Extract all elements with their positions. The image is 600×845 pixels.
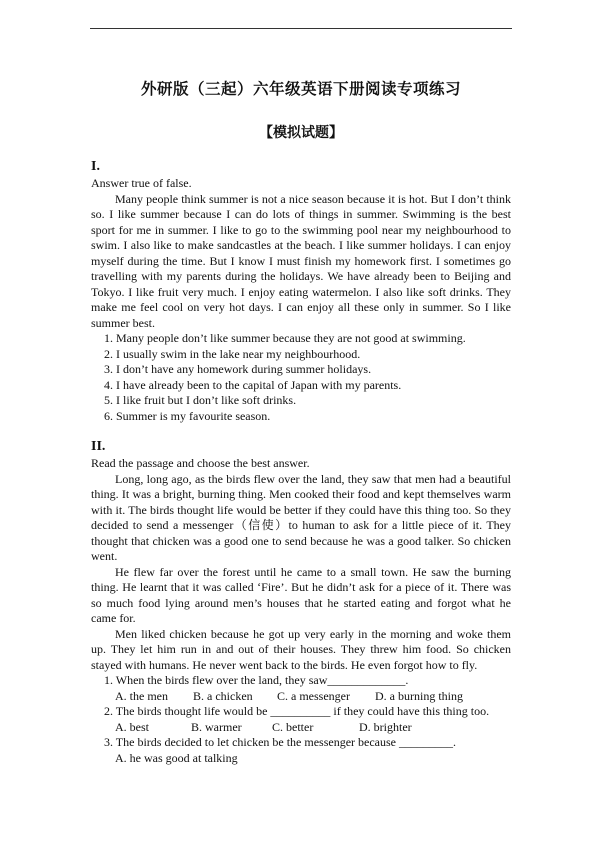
question-stem: 1. When the birds flew over the land, they saw_____________. xyxy=(104,673,409,687)
section-one-passage: Many people think summer is not a nice season because it is hot. But I don’t think so. I like summer because I can do lots of things in summer. Swimming is the best sport for me in summer. I like to go to the swimming pool near my neighbourhood to swim. I also like to make sandcastles at the beach. I like summer holidays. I can enjoy myself during the time. But I know I must finish my homework first. I sometimes go travelling with my parents during the holidays. We have already been to Beijing and Tokyo. I like fruit very much. I enjoy eating watermelon. I also like soft drinks. They make me feel cool on very hot days. I can enjoy all these only in summer. So I like summer best. xyxy=(91,191,511,330)
option-b: B. a chicken xyxy=(193,688,253,703)
option-c: C. a messenger xyxy=(277,688,350,703)
section-one-heading: I. xyxy=(91,159,100,174)
document-page xyxy=(91,76,511,766)
statement-item: 3. I don’t have any homework during summer holidays. xyxy=(104,362,372,376)
document-title: 外研版（三起）六年级英语下册阅读专项练习 xyxy=(140,80,461,98)
question-stem: 3. The birds decided to let chicken be the messenger because _________. xyxy=(104,735,457,749)
option-c: C. better xyxy=(272,719,314,734)
statement-item: 5. I like fruit but I don’t like soft drinks. xyxy=(104,393,297,407)
section-two-instruction: Read the passage and choose the best answer. xyxy=(91,456,310,470)
section-two xyxy=(91,438,511,766)
option-a: A. best xyxy=(115,719,149,734)
question-options xyxy=(91,751,511,767)
question-stem: 2. The birds thought life would be __________ if they could have this thing too. xyxy=(104,704,490,718)
section-one xyxy=(91,158,511,424)
option-d: D. brighter xyxy=(359,719,412,734)
statement-item: 6. Summer is my favourite season. xyxy=(104,408,271,423)
statement-item: 4. I have already been to the capital of Japan with my parents. xyxy=(104,377,402,392)
question-options xyxy=(91,720,511,736)
passage-paragraph-3: Men liked chicken because he got up very early in the morning and woke them up. They let him run in and out of their houses. They threw him food. So chicken stayed with humans. He never went back to the birds. He even forgot how to fly. xyxy=(91,626,511,672)
option-b: B. warmer xyxy=(191,719,242,734)
statement-item: 1. Many people don’t like summer because they are not good at swimming. xyxy=(104,331,466,345)
statement-item: 2. I usually swim in the lake near my neighbourhood. xyxy=(104,346,361,361)
option-a: A. he was good at talking xyxy=(115,750,238,765)
question-options xyxy=(91,689,511,705)
passage-paragraph-1: Long, long ago, as the birds flew over the land, they saw that men had a beautiful thing. It was a bright, burning thing. Men cooked their food and kept themselves warm with it. The birds thought life would be better if they could have this thing too. So they decided to send a messenger（信使）to human to ask for a little piece of it. They thought that chicken was a good one to send because he was a good talker. So chicken went. xyxy=(91,471,511,563)
option-a: A. the men xyxy=(115,688,168,703)
section-two-heading: II. xyxy=(91,439,106,454)
passage-paragraph-2: He flew far over the forest until he came to a small town. He saw the burning thing. He learnt that it was called ‘Fire’. But he didn’t ask for a piece of it. There was so much food lying around men’s houses that he started eating and forgot what he came for. xyxy=(91,564,511,625)
option-d: D. a burning thing xyxy=(375,688,463,703)
header-rule xyxy=(90,28,512,29)
section-one-instruction: Answer true of false. xyxy=(91,176,192,190)
document-subtitle: 【模拟试题】 xyxy=(259,125,343,141)
